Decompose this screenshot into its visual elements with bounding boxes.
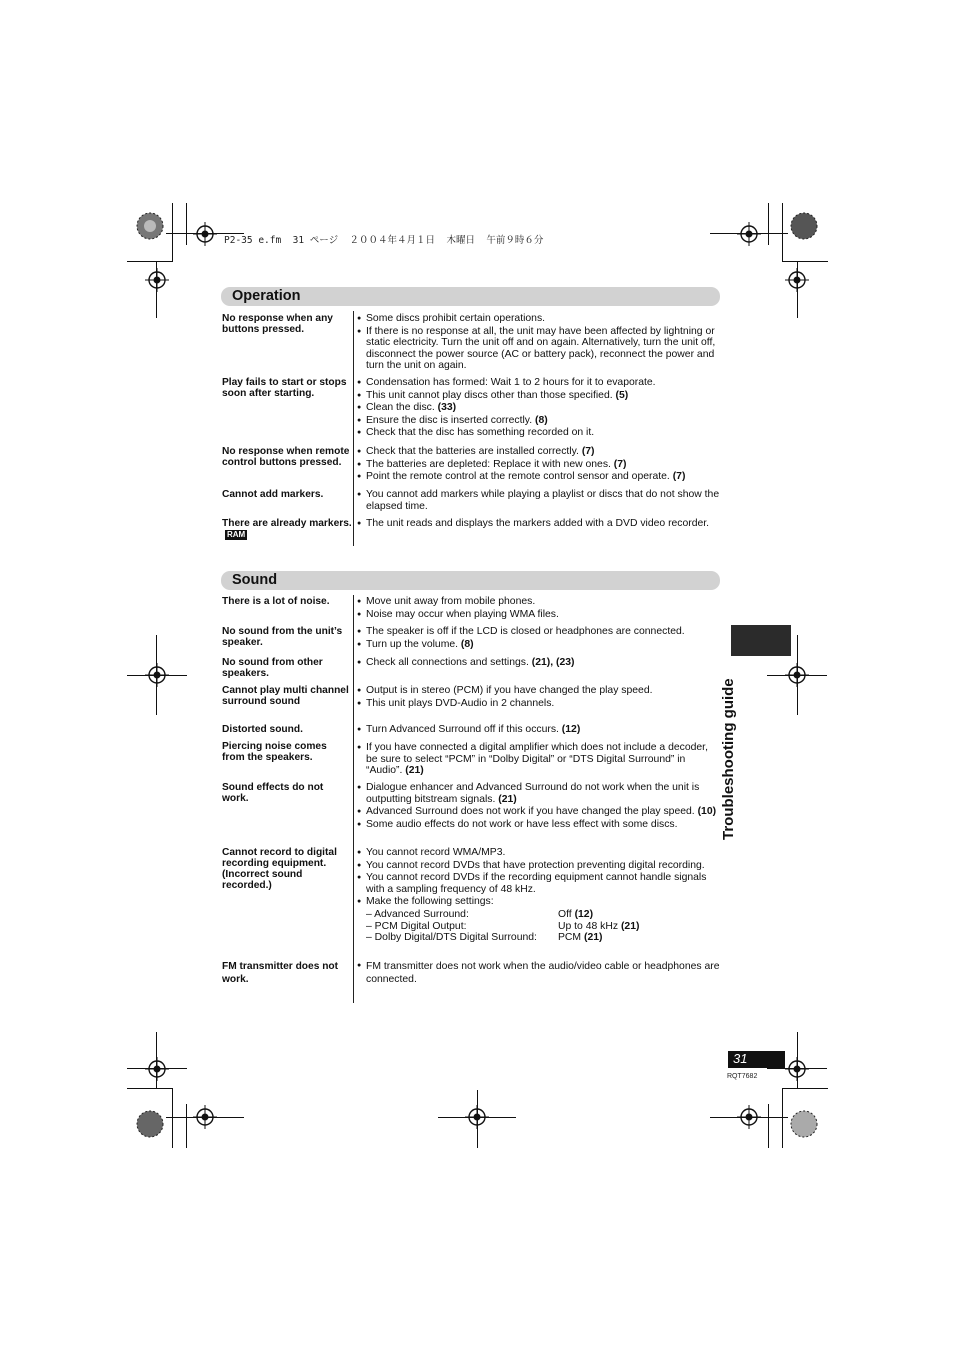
answer-item: ● You cannot add markers while playing a playlist or discs that do not show the elapsed time. bbox=[357, 489, 722, 512]
registration-mark-icon bbox=[145, 663, 169, 687]
setting-label: – Advanced Surround: bbox=[366, 908, 469, 920]
setting-value: PCM (21) bbox=[558, 932, 603, 944]
answer-item: ● Condensation has formed: Wait 1 to 2 hours for it to evaporate. bbox=[357, 377, 722, 389]
side-tab-label: Troubleshooting guide bbox=[720, 678, 737, 840]
answer-item: ● Dialogue enhancer and Advanced Surround do not work when the unit is outputting bitstream signals. (21) bbox=[357, 782, 722, 805]
setting-value: Off (12) bbox=[558, 908, 594, 920]
answer bbox=[357, 489, 722, 513]
sound-section-header bbox=[221, 571, 720, 590]
answer bbox=[357, 685, 722, 710]
answer-item: ● If you have connected a digital amplifier which does not include a decoder, be sure to select “PCM” in “Dolby Digital” or “DTS Digital Surround” in “Audio”. (21) bbox=[357, 742, 722, 777]
answer bbox=[357, 724, 722, 737]
answer-item: ● The batteries are depleted: Replace it with new ones. (7) bbox=[357, 459, 722, 471]
registration-mark-icon bbox=[785, 1057, 809, 1081]
answer-item: ● This unit cannot play discs other than those specified. (5) bbox=[357, 390, 722, 402]
answer bbox=[357, 626, 722, 651]
question: Sound effects do not work. bbox=[222, 782, 324, 804]
question: Cannot record to digital recording equipment. (Incorrect sound recorded.) bbox=[222, 847, 337, 891]
color-target-icon bbox=[136, 1110, 164, 1138]
registration-mark-icon bbox=[737, 1105, 761, 1129]
answer bbox=[357, 377, 722, 440]
setting-label: – Dolby Digital/DTS Digital Surround: bbox=[366, 932, 537, 944]
section-title: Sound bbox=[232, 572, 278, 588]
question-text: There are already markers. bbox=[222, 518, 352, 529]
operation-section-header bbox=[221, 287, 720, 306]
answer-item: ● The unit reads and displays the markers added with a DVD video recorder. bbox=[357, 518, 722, 530]
question: Distorted sound. bbox=[222, 724, 303, 735]
registration-mark-icon bbox=[193, 222, 217, 246]
answer-item: ● Make the following settings: bbox=[357, 896, 722, 908]
answer bbox=[357, 446, 722, 484]
answer-item: ● Turn Advanced Surround off if this occurs. (12) bbox=[357, 724, 722, 736]
answer-item: ● This unit plays DVD-Audio in 2 channels. bbox=[357, 698, 722, 710]
question: Play fails to start or stops soon after starting. bbox=[222, 377, 347, 399]
color-target-icon bbox=[136, 212, 164, 240]
color-target-icon bbox=[790, 212, 818, 240]
setting-label: – PCM Digital Output: bbox=[366, 920, 467, 932]
answer-item: ● Check that the disc has something recorded on it. bbox=[357, 427, 722, 439]
section-tab bbox=[731, 625, 791, 656]
answer-item: ● Move unit away from mobile phones. bbox=[357, 596, 722, 608]
answer bbox=[357, 742, 722, 778]
answer bbox=[357, 782, 722, 831]
registration-mark-icon bbox=[737, 222, 761, 246]
question: Piercing noise comes from the speakers. bbox=[222, 741, 327, 763]
color-target-icon bbox=[790, 1110, 818, 1138]
ram-badge: RAM bbox=[227, 530, 246, 539]
registration-mark-icon bbox=[785, 663, 809, 687]
answer-item: ● Some audio effects do not work or have less effect with some discs. bbox=[357, 819, 722, 831]
answer-item: ● If there is no response at all, the unit may have been affected by lightning or static electricity. Turn the unit off and on again. Alternatively, turn the unit off, disconnect the power source (AC or battery pack), reconnect the power and turn the unit on again. bbox=[357, 326, 722, 372]
answer-item: ● Output is in stereo (PCM) if you have changed the play speed. bbox=[357, 685, 722, 697]
question: No sound from the unit’s speaker. bbox=[222, 626, 343, 648]
page-number-box bbox=[728, 1051, 785, 1068]
question: No response when remote control buttons pressed. bbox=[222, 446, 350, 468]
answer-item: ● Turn up the volume. (8) bbox=[357, 639, 722, 651]
answer-item: ● Point the remote control at the remote control sensor and operate. (7) bbox=[357, 471, 722, 483]
section-title: Operation bbox=[232, 288, 301, 304]
answer bbox=[357, 313, 722, 373]
question: No sound from other speakers. bbox=[222, 657, 323, 679]
answer-item: ● You cannot record DVDs that have protection preventing digital recording. bbox=[357, 860, 722, 872]
answer-item: ● Check all connections and settings. (21), (23) bbox=[357, 657, 722, 669]
setting-value: Up to 48 kHz (21) bbox=[558, 920, 640, 932]
column-divider bbox=[353, 595, 354, 1003]
question bbox=[222, 518, 352, 540]
settings-list bbox=[357, 909, 722, 944]
answer-item: ● FM transmitter does not work when the audio/video cable or headphones are connected. bbox=[357, 960, 722, 986]
answer bbox=[357, 960, 722, 987]
answer-item: ● Some discs prohibit certain operations. bbox=[357, 313, 722, 325]
answer-item: ● You cannot record DVDs if the recording equipment cannot handle signals with a sampling frequency of 48 kHz. bbox=[357, 872, 722, 895]
answer-item: ● Check that the batteries are installed correctly. (7) bbox=[357, 446, 722, 458]
answer-item: ● You cannot record WMA/MP3. bbox=[357, 847, 722, 859]
registration-mark-icon bbox=[785, 268, 809, 292]
column-divider bbox=[353, 311, 354, 546]
answer bbox=[357, 847, 722, 944]
answer-item: ● Advanced Surround does not work if you have changed the play speed. (10) bbox=[357, 806, 722, 818]
page-number: 31 bbox=[733, 1051, 748, 1066]
file-header: P2-35 e.fm 31 ページ ２００４年４月１日 木曜日 午前９時６分 bbox=[224, 235, 544, 246]
question: No response when any buttons pressed. bbox=[222, 313, 333, 335]
registration-mark-icon bbox=[465, 1105, 489, 1129]
doc-code: RQT7682 bbox=[727, 1073, 758, 1080]
question: Cannot play multi channel surround sound bbox=[222, 685, 349, 707]
registration-mark-icon bbox=[145, 268, 169, 292]
question: FM transmitter does not work. bbox=[222, 961, 339, 985]
answer-item: ● The speaker is off if the LCD is closed or headphones are connected. bbox=[357, 626, 722, 638]
answer bbox=[357, 518, 722, 531]
answer bbox=[357, 657, 722, 670]
question: Cannot add markers. bbox=[222, 489, 324, 500]
answer-item: ● Ensure the disc is inserted correctly. (8) bbox=[357, 415, 722, 427]
registration-mark-icon bbox=[193, 1105, 217, 1129]
answer-item: ● Noise may occur when playing WMA files. bbox=[357, 609, 722, 621]
answer-item: ● Clean the disc. (33) bbox=[357, 402, 722, 414]
registration-mark-icon bbox=[145, 1057, 169, 1081]
question: There is a lot of noise. bbox=[222, 596, 330, 607]
answer bbox=[357, 596, 722, 621]
